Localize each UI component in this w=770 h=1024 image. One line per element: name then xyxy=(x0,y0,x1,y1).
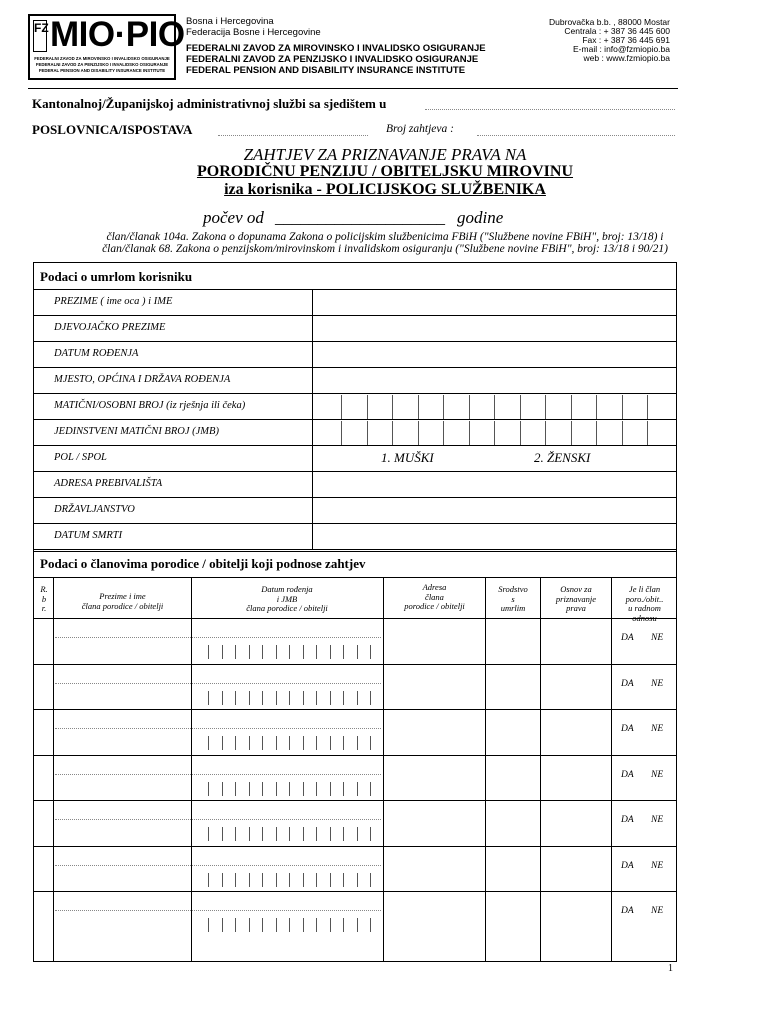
employed-yes-option[interactable]: DA xyxy=(621,678,634,689)
request-number-label: Broj zahtjeva : xyxy=(386,123,454,135)
employed-no-option[interactable]: NE xyxy=(651,633,664,643)
sex-option-female[interactable]: 2. ŽENSKI xyxy=(534,450,591,465)
cantonal-service-label: Kantonalnoj/Županijskoj administrativnoj službi sa sjedištem u xyxy=(32,96,387,111)
deceased-row-value[interactable] xyxy=(312,523,677,549)
col-header-address: Adresa člana porodice / obitelji xyxy=(404,582,465,611)
employed-no-option[interactable]: NE xyxy=(651,724,664,734)
family-member-row[interactable] xyxy=(33,846,677,892)
start-date-suffix: godine xyxy=(457,208,504,227)
employed-yes-option[interactable]: DA xyxy=(621,769,634,780)
form-title-line2: PORODIČNU PENZIJU / OBITELJSKU MIROVINU xyxy=(196,163,574,180)
family-member-row[interactable] xyxy=(33,755,677,801)
form-title-line3: iza korisnika - POLICIJSKOG SLUŽBENIKA xyxy=(224,181,546,198)
law-reference-1: član/članak 104a. Zakona o dopunama Zakona o policijskim službenicima FBiH ("Službene novine FBiH", broj: 13/18) i xyxy=(106,231,664,243)
employed-no-option[interactable]: NE xyxy=(651,906,664,916)
family-member-row[interactable] xyxy=(33,891,677,937)
header-divider xyxy=(28,88,678,89)
employed-no-option[interactable]: NE xyxy=(651,815,664,825)
deceased-row-label: ADRESA PREBIVALIŠTA xyxy=(54,478,163,489)
deceased-section-title: Podaci o umrlom korisniku xyxy=(40,269,193,284)
deceased-row-label: DRŽAVLJANSTVO xyxy=(54,504,135,515)
deceased-row-value[interactable] xyxy=(312,497,677,523)
form-title-line1: ZAHTJEV ZA PRIZNAVANJE PRAVA NA xyxy=(243,145,527,164)
logo-subtitle: FEDERALNI ZAVOD ZA MIROVINSKO I INVALIDSKO OSIGURANJE FEDERALNI ZAVOD ZA PENZIJSKO I INVALIDSKO OSIGURANJE FEDERAL PENSION AND DISABILITY INSURANCE INSTITUTE xyxy=(34,56,170,73)
employed-no-option[interactable]: NE xyxy=(651,678,664,689)
contact-email: E-mail : info@fzmiopio.ba xyxy=(573,44,670,54)
family-member-row[interactable] xyxy=(33,709,677,755)
family-section-title: Podaci o članovima porodice / obitelji koji podnose zahtjev xyxy=(40,556,366,571)
cantonal-service-field[interactable] xyxy=(425,109,675,110)
institute-name-1: FEDERALNI ZAVOD ZA MIROVINSKO I INVALIDSKO OSIGURANJE xyxy=(186,43,486,54)
logo-fz-mark: FZ xyxy=(33,20,47,52)
contact-fax: Fax : + 387 36 445 691 xyxy=(582,35,670,45)
employed-yes-option[interactable]: DA xyxy=(621,724,634,734)
deceased-row-value[interactable] xyxy=(312,471,677,497)
col-header-name: Prezime i ime člana porodice / obitelji xyxy=(81,591,164,611)
family-member-row[interactable] xyxy=(33,618,677,664)
employed-no-option[interactable]: NE xyxy=(651,769,664,780)
sex-option-male[interactable]: 1. MUŠKI xyxy=(381,450,434,465)
law-reference-2: član/članak 68. Zakona o penzijskom/mirovinskom i invalidskom osiguranju ("Službene novine FBiH", broj: 13/18 i 90/21) xyxy=(102,243,668,255)
col-header-rbr: R. b r. xyxy=(40,584,48,613)
employed-yes-option[interactable]: DA xyxy=(621,633,634,643)
deceased-row-label: MATIČNI/OSOBNI BROJ (iz rješnja ili čeka) xyxy=(54,400,246,411)
employed-yes-option[interactable]: DA xyxy=(621,860,634,871)
page-number: 1 xyxy=(668,963,673,974)
deceased-row-label: POL / SPOL xyxy=(54,452,107,463)
deceased-row-label: PREZIME ( ime oca ) i IME xyxy=(54,296,173,307)
deceased-row-label: DATUM SMRTI xyxy=(54,530,123,541)
employed-yes-option[interactable]: DA xyxy=(621,906,634,916)
deceased-row-value[interactable] xyxy=(312,445,677,471)
fz-mio-pio-logo xyxy=(28,14,185,80)
deceased-row-value[interactable] xyxy=(312,315,677,341)
contact-address: Dubrovačka b.b. , 88000 Mostar xyxy=(549,17,670,27)
deceased-row-label: MJESTO, OPĆINA I DRŽAVA ROĐENJA xyxy=(54,374,231,385)
deceased-row-value[interactable] xyxy=(312,289,677,315)
institute-name-3: FEDERAL PENSION AND DISABILITY INSURANCE INSTITUTE xyxy=(186,65,466,76)
deceased-row-label: JEDINSTVENI MATIČNI BROJ (JMB) xyxy=(54,426,219,437)
employed-yes-option[interactable]: DA xyxy=(621,815,634,825)
branch-label: POSLOVNICA/ISPOSTAVA xyxy=(32,122,193,137)
col-header-relation: Srodstvo s umrlim xyxy=(498,584,528,613)
header-country: Bosna i Hercegovina xyxy=(186,16,274,27)
request-number-field[interactable] xyxy=(477,135,675,136)
deceased-row-value[interactable] xyxy=(312,341,677,367)
contact-web: web : www.fzmiopio.ba xyxy=(583,53,670,63)
col-header-employed: Je li član poro./obit.. u radnom odnosu xyxy=(625,584,664,623)
deceased-row-label: DATUM ROĐENJA xyxy=(54,348,139,359)
employed-no-option[interactable]: NE xyxy=(651,860,664,871)
col-header-basis: Osnov za priznavanje prava xyxy=(555,584,597,613)
branch-field[interactable] xyxy=(218,135,368,136)
deceased-row-value[interactable] xyxy=(312,367,677,393)
deceased-row-label: DJEVOJAČKO PREZIME xyxy=(54,322,166,333)
institute-name-2: FEDERALNI ZAVOD ZA PENZIJSKO I INVALIDSKO OSIGURANJE xyxy=(186,54,479,65)
logo-name: MIO·PIO xyxy=(50,15,185,54)
family-member-row[interactable] xyxy=(33,664,677,710)
family-member-row[interactable] xyxy=(33,800,677,846)
contact-phone: Centrala : + 387 36 445 600 xyxy=(564,26,670,36)
start-date-field[interactable]: ____________________ xyxy=(275,208,445,227)
col-header-dob: Datum rođenja i JMB člana porodice / obitelji xyxy=(246,584,328,613)
header-entity: Federacija Bosne i Hercegovine xyxy=(186,27,321,38)
start-date-prefix: počev od xyxy=(203,208,264,227)
